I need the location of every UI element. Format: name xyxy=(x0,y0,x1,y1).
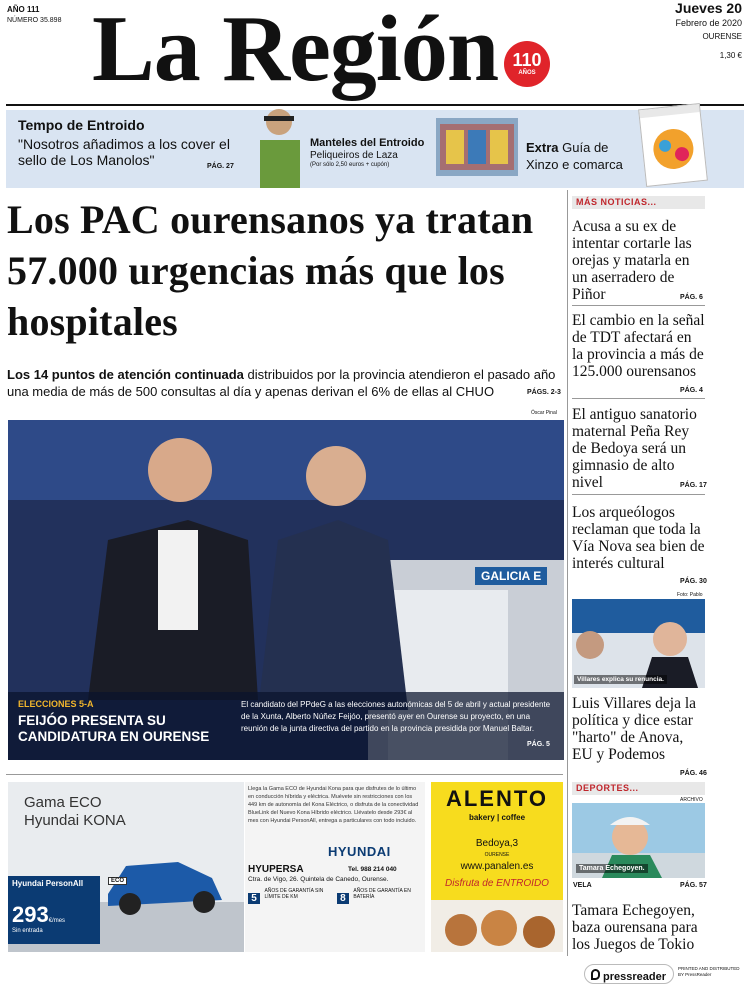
divider xyxy=(572,494,705,495)
tamara-caption: Tamara Echegoyen. xyxy=(576,864,648,873)
personall-box xyxy=(8,876,100,944)
pressreader-logo[interactable] xyxy=(584,964,674,984)
dealer-name: HYUPERSA xyxy=(248,864,304,875)
ad-rule xyxy=(6,774,563,775)
story-page: PÁG. 5 xyxy=(527,741,550,748)
story-title: FEIJÓO PRESENTA SU CANDIDATURA EN OURENSE xyxy=(18,713,210,744)
story-text: El candidato del PPdeG a las elecciones autonómicas del 5 de abril y actual presidente de la Xunta, Alberto Núñez Feijóo, presentó ayer en Ourense su proyecto, en una reunión de la junta directiva del partido en la provincia presidida por Manuel Baltar. xyxy=(241,700,551,733)
more-news-label: MÁS NOTICIAS... xyxy=(572,196,705,209)
manteles-photo xyxy=(436,118,518,176)
warranty-2-num: 8 xyxy=(337,893,349,904)
masthead-price: 1,30 € xyxy=(719,51,742,60)
villares-headline: Luis Villares deja la política y dice estar "harto" de Anova, EU y Podemos xyxy=(572,695,697,763)
alento-street: Bedoya,3 xyxy=(475,838,519,849)
villares-caption: Villares explica su renuncia. xyxy=(574,675,667,684)
manteles-title: Manteles del Entroido xyxy=(310,137,425,149)
hyundai-title-2: Hyundai KONA xyxy=(24,812,126,829)
newspaper-title: La Región xyxy=(92,0,499,101)
divider xyxy=(572,305,705,306)
column-rule xyxy=(567,190,568,956)
car-plate: ECO xyxy=(108,877,127,885)
warranty-1-text: AÑOS DE GARANTÍA SIN LÍMITE DE KM xyxy=(264,888,324,900)
sidebar-headline-4: Los arqueólogos reclaman que toda la Vía Nova sea bien de interés cultural xyxy=(572,504,705,572)
masthead-rule xyxy=(6,104,744,106)
tempo-page: PÁG. 27 xyxy=(207,163,234,170)
hyundai-price: 293 xyxy=(12,902,49,927)
sidebar-page-2: PÁG. 4 xyxy=(680,387,703,394)
sidebar-headline-2: El cambio en la señal de TDT afectará en la provincia a más de 125.000 ourensanos xyxy=(572,312,705,380)
dealer-address: Ctra. de Vigo, 26. Quintela de Canedo, Ourense. xyxy=(248,876,389,883)
badge-number: 110 xyxy=(512,50,542,70)
badge-label: AÑOS xyxy=(518,70,536,76)
stage-sign: GALICIA E xyxy=(475,567,547,585)
villares-credit: Foto: Pablo xyxy=(677,592,703,598)
pressreader-label: pressreader xyxy=(603,971,666,983)
sidebar-headline-1: Acusa a su ex de intentar cortarle las orejas y matarla en un aserradero de Piñor xyxy=(572,218,692,303)
hyundai-price-unit: €/mes xyxy=(48,918,66,924)
story-kicker: ELECCIONES 5-A xyxy=(18,699,94,709)
manteles-sub: Peliqueiros de Laza xyxy=(310,150,398,161)
alento-logo: ALENTO xyxy=(445,786,549,811)
hyundai-copy: Llega la Gama ECO de Hyundai Kona para que disfrutes de lo último en conducción híbrida y eléctrica. Muévete sin restricciones con los 449 km de autonomía del Kona Eléctrico, o disfruta de la conectividad BlueLink del Nuevo Kona Híbrido eléctrico. Llévatelo desde 293€ al mes con Hyundai PersonAll, entrega a particulares con todo incluido. xyxy=(248,786,419,824)
warranty-1-num: 5 xyxy=(248,893,260,904)
tamara-headline: Tamara Echegoyen, baza ourensana para los Juegos de Tokio xyxy=(572,902,698,953)
lead-page: PÁGS. 2-3 xyxy=(527,389,561,396)
personall-label: Hyundai PersonAll xyxy=(12,879,84,888)
extra-bold: Extra xyxy=(526,140,559,155)
year-label: AÑO 111 xyxy=(7,5,40,14)
masthead-edition: OURENSE xyxy=(702,32,742,41)
pressreader-icon xyxy=(591,969,600,980)
warranty-row xyxy=(248,888,422,902)
sidebar-page-1: PÁG. 6 xyxy=(680,294,703,301)
masthead-day: Jueves 20 xyxy=(675,0,742,16)
tamara-kicker: VELA xyxy=(573,882,592,889)
lead-headline: Los PAC ourensanos ya tratan 57.000 urgencias más que los hospitales xyxy=(7,197,534,344)
anniversary-badge xyxy=(504,41,550,87)
sidebar-page-3: PÁG. 17 xyxy=(680,482,707,489)
alento-sub: bakery | coffee xyxy=(468,813,526,822)
lead-sub-text: distribuidos por la provincia atendieron el pasado año una media de más de 500 consultas al día y apenas derivan el 6% de ellas al CHUO xyxy=(7,367,556,399)
alento-slogan: Disfruta de ENTROIDO xyxy=(445,878,549,889)
divider xyxy=(572,398,705,399)
hyundai-title-1: Gama ECO xyxy=(24,794,102,811)
pressreader-fine: PRINTED AND DISTRIBUTED BY PressReader xyxy=(678,966,740,977)
masthead-date: Febrero de 2020 xyxy=(675,18,742,28)
dealer-phone: Tel. 988 214 040 xyxy=(348,866,397,873)
musician-photo xyxy=(252,96,304,188)
sidebar-page-4: PÁG. 30 xyxy=(680,578,707,585)
guide-cover xyxy=(638,103,708,187)
tamara-page: PÁG. 57 xyxy=(680,882,707,889)
sports-credit: ARCHIVO xyxy=(680,797,703,803)
alento-web: www.panalen.es xyxy=(460,861,534,872)
extra-text: Guía de Xinzo e comarca xyxy=(526,140,623,172)
warranty-2-text: AÑOS DE GARANTÍA EN BATERÍA xyxy=(353,888,411,900)
sidebar-headline-3: El antiguo sanatorio maternal Peña Rey de Bedoya será un gimnasio de alto nivel xyxy=(572,406,697,491)
tempo-title: Tempo de Entroido xyxy=(18,117,145,133)
issue-number: NÚMERO 35.898 xyxy=(7,17,62,24)
hyundai-brand: HYUNDAI xyxy=(328,844,391,859)
sports-label: DEPORTES... xyxy=(572,782,705,795)
lead-sub-bold: Los 14 puntos de atención continuada xyxy=(7,367,244,382)
manteles-price: (Por sólo 2,50 euros + cupón) xyxy=(310,162,390,168)
hyundai-price-note: Sin entrada xyxy=(12,928,43,934)
alento-city: OURENSE xyxy=(484,852,510,858)
photo-credit: Óscar Pinal xyxy=(531,410,557,416)
tempo-quote: "Nosotros añadimos a los cover el sello de Los Manolos" xyxy=(18,136,230,168)
villares-page: PÁG. 46 xyxy=(680,770,707,777)
